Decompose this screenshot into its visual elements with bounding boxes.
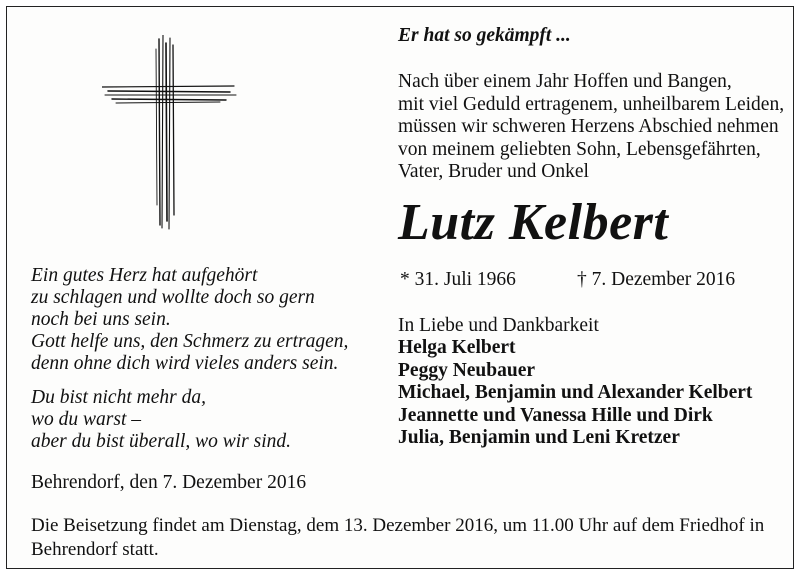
- family-list: [398, 337, 752, 450]
- family-member: Julia, Benjamin und Leni Kretzer: [398, 427, 680, 449]
- intro-line: Nach über einem Jahr Hoffen und Bangen,: [398, 71, 732, 92]
- burial-info: [31, 514, 791, 562]
- intro-line: Vater, Bruder und Onkel: [398, 161, 589, 183]
- heading: Er hat so gekämpft ...: [398, 25, 571, 46]
- burial-line: Behrendorf statt.: [31, 539, 159, 560]
- poem-line: wo du warst –: [31, 409, 141, 430]
- poem-stanza-1: [31, 265, 371, 375]
- poem-stanza-2: [31, 387, 371, 453]
- death-date: † 7. Dezember 2016: [577, 269, 736, 290]
- family-member: Michael, Benjamin und Alexander Kelbert: [398, 382, 753, 404]
- poem-line: noch bei uns sein.: [31, 309, 171, 330]
- obituary-notice: [6, 6, 794, 569]
- family-member: Peggy Neubauer: [398, 359, 536, 381]
- intro-line: mit viel Geduld ertragenem, unheilbarem Leiden,: [398, 93, 785, 115]
- deceased-name: Lutz Kelbert: [398, 194, 669, 251]
- birth-date: * 31. Juli 1966: [400, 269, 516, 290]
- poem-line: Du bist nicht mehr da,: [31, 387, 206, 408]
- poem-line: denn ohne dich wird vieles anders sein.: [31, 353, 339, 374]
- intro-text: [398, 71, 784, 184]
- thanks-line: In Liebe und Dankbarkeit: [398, 315, 599, 336]
- poem-line: aber du bist überall, wo wir sind.: [31, 431, 292, 452]
- poem-line: Gott helfe uns, den Schmerz zu ertragen,: [31, 331, 349, 352]
- place-date: Behrendorf, den 7. Dezember 2016: [31, 472, 307, 493]
- burial-line: Die Beisetzung findet am Dienstag, dem 13. Dezember 2016, um 11.00 Uhr auf dem Friedhof in: [31, 515, 765, 536]
- intro-line: müssen wir schweren Herzens Abschied nehmen: [398, 116, 779, 138]
- family-member: Helga Kelbert: [398, 337, 516, 358]
- poem-line: Ein gutes Herz hat aufgehört: [31, 265, 258, 286]
- family-member: Jeannette und Vanessa Hille und Dirk: [398, 404, 713, 426]
- cross-icon: [102, 35, 237, 230]
- poem-line: zu schlagen und wollte doch so gern: [31, 287, 315, 308]
- intro-line: von meinem geliebten Sohn, Lebensgefährten,: [398, 138, 761, 160]
